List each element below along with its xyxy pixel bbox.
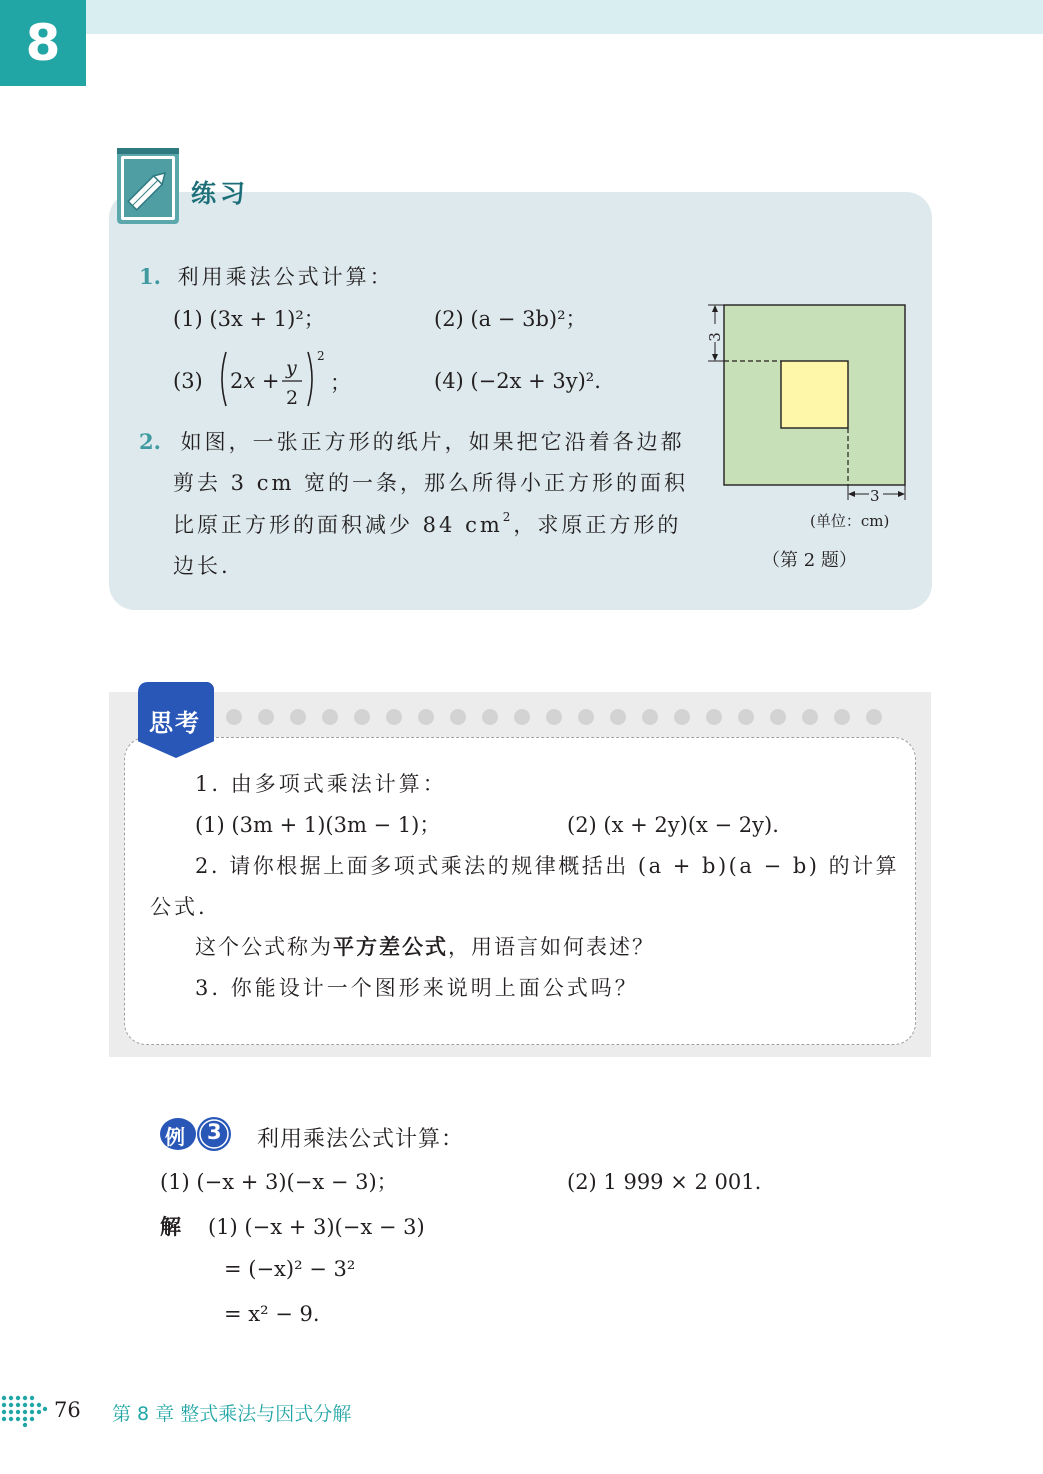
square-figure: [700, 296, 920, 528]
q1-text: 利用乘法公式计算：: [177, 265, 394, 289]
figure-unit: (单位：cm): [810, 512, 890, 530]
binder-dot: [418, 709, 434, 725]
binder-dot: [802, 709, 818, 725]
page-number: 76: [54, 1398, 81, 1422]
think-line5c: ，用语言如何表述？: [448, 935, 655, 959]
example-badge-word: 例: [165, 1125, 185, 1149]
q1-part4: (4) (−2x + 3y)².: [434, 369, 601, 393]
binder-dot: [770, 709, 786, 725]
chapter-number-box: [0, 0, 86, 86]
footer-dot-grid-icon: [0, 1390, 48, 1428]
binder-dot: [450, 709, 466, 725]
think-tab-label: 思考: [149, 709, 201, 737]
binder-dot: [674, 709, 690, 725]
binder-dot: [514, 709, 530, 725]
q2-text-3b: ，求原正方形的: [513, 513, 682, 537]
svg-text:2x +: 2x +: [230, 369, 280, 393]
binder-dot: [738, 709, 754, 725]
binder-dot: [258, 709, 274, 725]
q2-text-3a: 比原正方形的面积减少 84 cm: [173, 513, 503, 537]
binder-dot: [290, 709, 306, 725]
binder-dot: [546, 709, 562, 725]
solution-step2: = (−x)² − 3²: [224, 1257, 356, 1281]
q1-part3-label: (3): [173, 369, 203, 393]
dim-left-label: 3: [706, 332, 724, 342]
q2-text-2: 剪去 3 cm 宽的一条，那么所得小正方形的面积: [173, 471, 689, 495]
inner-square: [781, 361, 848, 428]
think-line6: 3. 你能设计一个图形来说明上面公式吗？: [195, 976, 639, 1000]
q1-part3-formula: [216, 346, 336, 412]
binder-dot: [386, 709, 402, 725]
binder-dot: [610, 709, 626, 725]
dim-bottom-label: 3: [870, 487, 880, 505]
solution-step3: = x² − 9.: [224, 1302, 320, 1326]
binder-dot: [642, 709, 658, 725]
q1-part2: (2) (a − 3b)²；: [434, 307, 587, 331]
think-line5: [195, 937, 655, 958]
example-badge-number: 3: [207, 1120, 222, 1144]
binder-dot: [322, 709, 338, 725]
binder-dot: [482, 709, 498, 725]
footer-chapter-title: 第 8 章 整式乘法与因式分解: [112, 1403, 352, 1425]
binder-dot: [834, 709, 850, 725]
binder-dot: [354, 709, 370, 725]
q1-line: [139, 266, 394, 288]
pencil-note-icon: [115, 146, 181, 226]
term-difference-of-squares: 平方差公式: [333, 935, 448, 959]
q1-part3-tail: ；: [330, 371, 351, 395]
q2-text-3: [173, 510, 682, 537]
solution-label: 解: [160, 1215, 181, 1239]
q2-number: 2.: [139, 429, 161, 454]
svg-text:y: y: [286, 357, 297, 379]
example-prompt: 利用乘法公式计算：: [257, 1127, 465, 1152]
q2-text-1: 如图，一张正方形的纸片，如果把它沿着各边都: [180, 430, 685, 454]
think-line5a: 这个公式称为: [195, 935, 333, 959]
binder-dots: [226, 709, 882, 725]
q2-text-4: 边长.: [173, 554, 231, 578]
solution-step1: (1) (−x + 3)(−x − 3): [208, 1215, 425, 1239]
example-part1: (1) (−x + 3)(−x − 3)；: [160, 1170, 398, 1194]
think-line1: 1. 由多项式乘法计算：: [195, 772, 447, 796]
think-line2a: (1) (3m + 1)(3m − 1)；: [195, 813, 441, 837]
q1-number: 1.: [139, 264, 161, 289]
svg-text:2: 2: [286, 387, 299, 409]
think-line4: 公式.: [150, 895, 208, 919]
q2-text-3-sup: 2: [502, 510, 514, 524]
think-line2b: (2) (x + 2y)(x − 2y).: [567, 813, 779, 837]
example-part2: (2) 1 999 × 2 001.: [567, 1170, 762, 1194]
svg-text:2: 2: [317, 349, 325, 363]
think-line3: 2. 请你根据上面多项式乘法的规律概括出 (a + b)(a − b) 的计算: [195, 854, 900, 878]
binder-dot: [866, 709, 882, 725]
binder-dot: [706, 709, 722, 725]
top-bar: [86, 0, 1043, 34]
q1-part1: (1) (3x + 1)²；: [173, 307, 325, 331]
figure-caption: （第 2 题）: [762, 550, 857, 571]
chapter-number: 8: [25, 14, 61, 72]
q2-line1: [139, 431, 685, 453]
binder-dot: [578, 709, 594, 725]
practice-title: 练习: [191, 179, 250, 208]
binder-dot: [226, 709, 242, 725]
